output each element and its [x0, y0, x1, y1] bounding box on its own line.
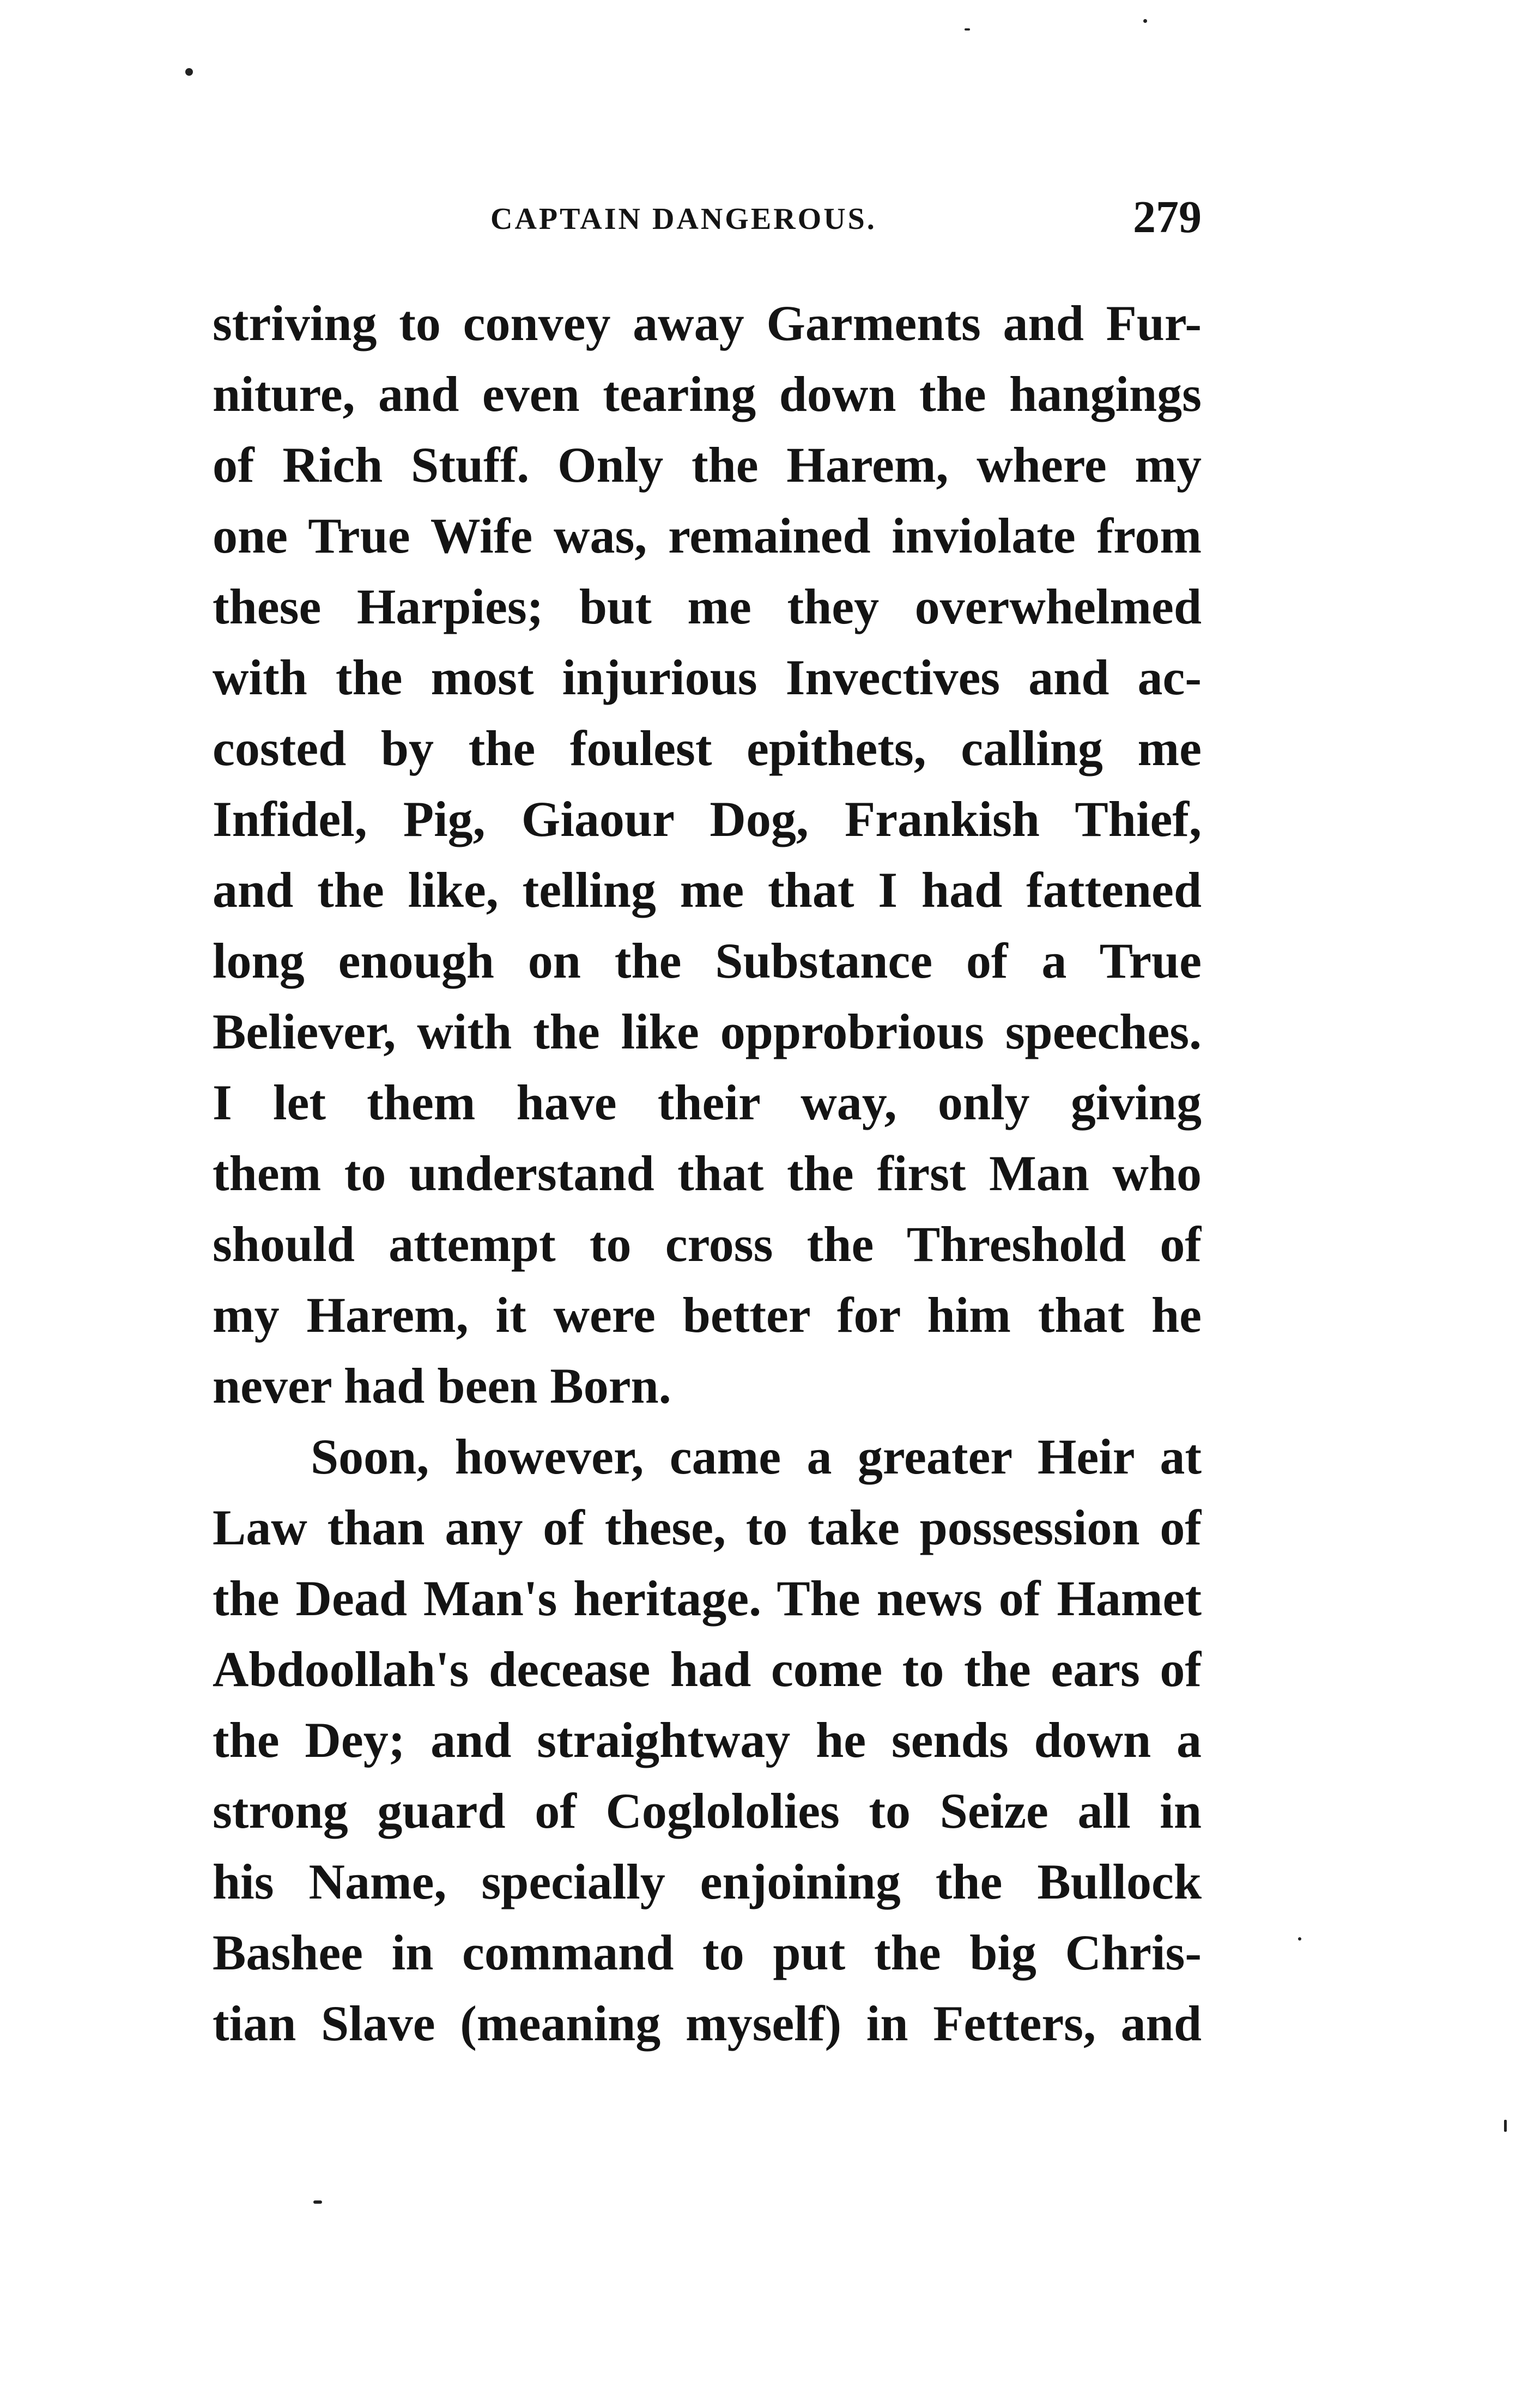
- paragraph-start-line: Soon, however, came a greater Heir at: [311, 1429, 1202, 1484]
- ink-speck: [185, 68, 193, 76]
- page-number: 279: [1133, 192, 1202, 242]
- text-line: his Name, specially enjoining the Bullock: [213, 1854, 1202, 1909]
- text-line: my Harem, it were better for him that he: [213, 1287, 1202, 1343]
- text-line: one True Wife was, remained inviolate from: [213, 508, 1202, 563]
- text-line: the Dey; and straightway he sends down a: [213, 1712, 1202, 1768]
- text-line: Bashee in command to put the big Chris-: [213, 1925, 1202, 1980]
- text-line: striving to convey away Garments and Fur-: [213, 295, 1202, 351]
- text-line: I let them have their way, only giving: [213, 1075, 1202, 1130]
- text-line: Law than any of these, to take possession of: [213, 1500, 1202, 1555]
- text-line: niture, and even tearing down the hangings: [213, 366, 1202, 422]
- text-line: Abdoollah's decease had come to the ears of: [213, 1641, 1202, 1697]
- text-line: strong guard of Coglololies to Seize all in: [213, 1783, 1202, 1839]
- paragraph-end-line: never had been Born.: [213, 1358, 671, 1414]
- ink-speck: [965, 28, 970, 31]
- body-text: [213, 288, 1202, 2059]
- ink-speck: [1143, 19, 1147, 23]
- text-line: these Harpies; but me they overwhelmed: [213, 579, 1202, 634]
- text-line: Believer, with the like opprobrious speeches.: [213, 1004, 1202, 1059]
- text-line: with the most injurious Invectives and ac-: [213, 650, 1202, 705]
- text-line: Infidel, Pig, Giaour Dog, Frankish Thief,: [213, 791, 1202, 847]
- text-line: costed by the foulest epithets, calling me: [213, 720, 1202, 776]
- text-line: the Dead Man's heritage. The news of Hamet: [213, 1571, 1202, 1626]
- ink-speck: [313, 2200, 322, 2204]
- text-line: and the like, telling me that I had fattened: [213, 862, 1202, 918]
- text-line: them to understand that the first Man who: [213, 1145, 1202, 1201]
- text-line: long enough on the Substance of a True: [213, 933, 1202, 989]
- page-header: [213, 191, 1202, 256]
- text-line: should attempt to cross the Threshold of: [213, 1216, 1202, 1272]
- running-title: CAPTAIN DANGEROUS.: [490, 202, 877, 236]
- text-line: of Rich Stuff. Only the Harem, where my: [213, 437, 1202, 493]
- ink-speck: [1504, 2120, 1507, 2132]
- text-line: tian Slave (meaning myself) in Fetters, and: [213, 1996, 1202, 2051]
- ink-speck: [1298, 1937, 1301, 1941]
